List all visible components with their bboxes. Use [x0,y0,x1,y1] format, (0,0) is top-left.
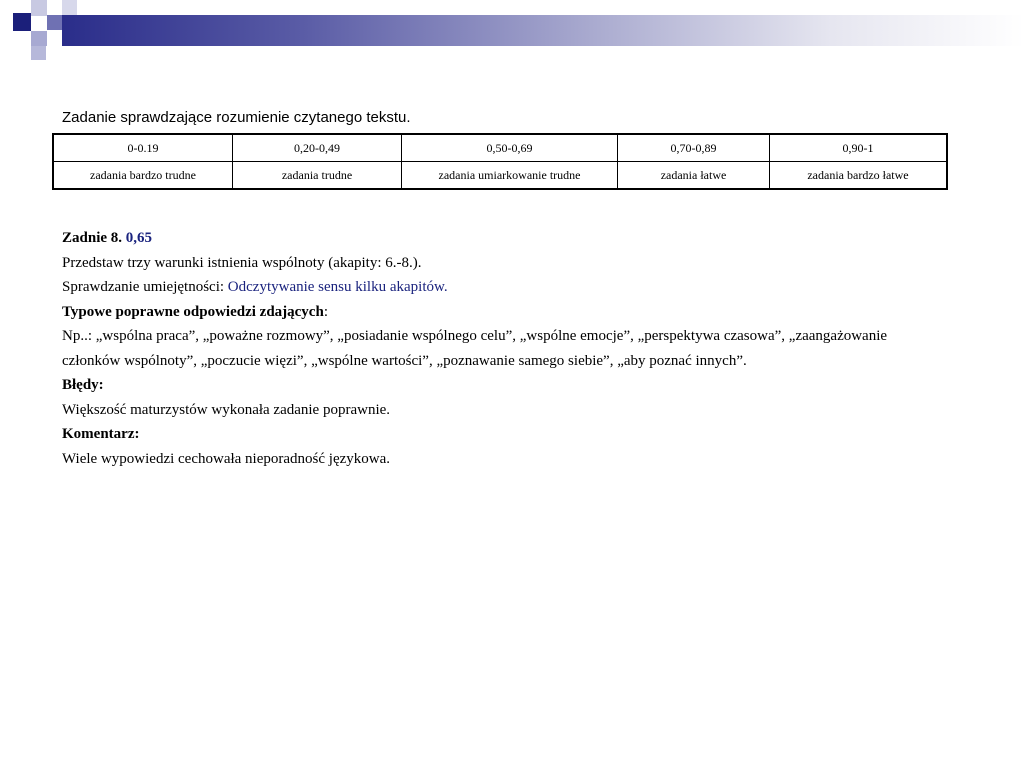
skill-label: Sprawdzanie umiejętności: [62,279,225,295]
header-square [62,0,77,15]
task-prompt: Przedstaw trzy warunki istnienia wspólnoty (akapity: 6.-8.). [62,254,422,271]
skill-line [62,275,922,300]
label-cell: zadania łatwe [618,162,770,190]
label-cell: zadania umiarkowanie trudne [402,162,618,190]
header-square [13,13,31,31]
range-cell: 0,50-0,69 [402,134,618,162]
label-cell: zadania trudne [233,162,402,190]
answers-text: Np..: „wspólna praca”, „poważne rozmowy”, „posiadanie wspólnego celu”, „wspólne emocje”, „perspektywa czasowa”, „zaangażowanie członków wspólnoty”, „poczucie więzi”, „wspólne wartości”, „poznawanie samego siebie”, „aby poznać innych”. [62,328,888,369]
difficulty-table [52,133,948,190]
header-gradient-bar [62,15,1024,46]
header-square [47,15,62,30]
task-heading-line [62,226,922,251]
header-square [31,0,47,16]
task-score: 0,65 [125,230,153,246]
task-content [62,226,922,471]
header-square [47,31,62,46]
header-square [31,46,46,60]
range-row [53,134,947,162]
range-cell: 0-0.19 [53,134,233,162]
header-square [31,31,47,46]
errors-text: Większość maturzystów wykonała zadanie poprawnie. [62,401,391,418]
range-cell: 0,20-0,49 [233,134,402,162]
answers-colon: : [323,303,328,320]
label-row [53,162,947,190]
slide-title: Zadanie sprawdzające rozumienie czytanego tekstu. [62,109,411,126]
errors-heading: Błędy: [62,377,104,393]
task-heading: Zadnie 8. [62,230,123,246]
comment-text: Wiele wypowiedzi cechowała nieporadność językowa. [62,450,391,467]
answers-heading: Typowe poprawne odpowiedzi zdających [62,303,324,320]
label-cell: zadania bardzo trudne [53,162,233,190]
skill-value: Odczytywanie sensu kilku akapitów. [227,279,448,295]
range-cell: 0,70-0,89 [618,134,770,162]
range-cell: 0,90-1 [770,134,948,162]
header-decoration [0,0,1024,62]
answers-heading-line [62,300,922,325]
comment-heading: Komentarz: [62,426,140,442]
label-cell: zadania bardzo łatwe [770,162,948,190]
